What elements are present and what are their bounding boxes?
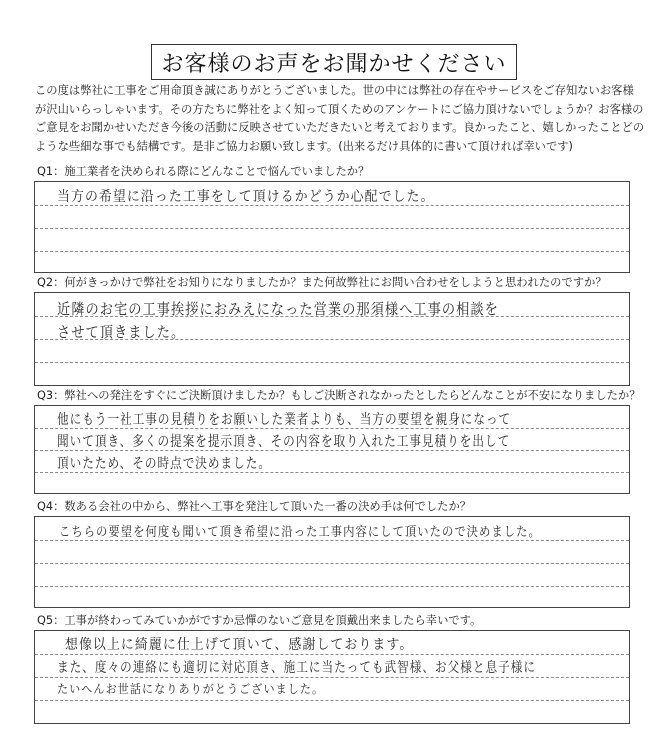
answer-box-1 <box>34 181 630 273</box>
answer-rule <box>35 677 629 678</box>
answer-4-line-1: こちらの要望を何度も聞いて頂き希望に沿った工事内容にして頂いたので決めました。 <box>59 525 541 540</box>
answer-3-line-2: 聞いて頂き、多くの提案を提示頂き、その内容を取り入れた工事見積りを出して <box>57 434 511 450</box>
survey-title: お客様のお声をお聞かせください <box>151 44 517 80</box>
answer-2-line-2: させて頂きました。 <box>57 323 186 341</box>
answer-box-5 <box>34 630 630 724</box>
answer-2-line-1: 近隣のお宅の工事挨拶におみえになった営業の那須様へ工事の相談を <box>57 300 499 318</box>
answer-box-2 <box>34 292 630 386</box>
answer-box-3 <box>34 405 630 494</box>
answer-5-line-2: また、度々の連絡にも適切に対応頂き、施工に当たっても武智様、お父様と息子様に <box>57 660 536 676</box>
answer-rule <box>35 228 629 229</box>
answer-rule <box>35 540 629 541</box>
question-4-label: Q4：数ある会社の中から、弊社へ工事を発注して頂いた一番の決め手は何でしたか？ <box>37 500 472 513</box>
question-5-label: Q5：工事が終わってみていかがですか忌憚のないご意見を頂戴出来ましたら幸いです。 <box>37 614 482 627</box>
answer-rule <box>35 586 629 587</box>
question-3-label: Q3：弊社への発注をすぐにご決断頂けましたか？もしご決断されなかったとしたらどんなことが不安になりましたか？ <box>37 389 641 402</box>
answer-3-line-3: 頂いたため、その時点で決めました。 <box>57 456 272 472</box>
answer-rule <box>35 362 629 363</box>
question-1-label: Q1：施工業者を決められる際にどんなことで悩んでいましたか？ <box>37 165 370 178</box>
intro-text: この度は弊社に工事をご用命頂き誠にありがとうございました。世の中には弊社の存在やサービスをご存知ないお客様が沢山いらっしゃいます。その方たちに弊社をよく知って頂くためのアンケートにご協力頂けないでしょうか？お客様のご意見をお聞かせいただき今後の活動に反映させていただきたいと考えております。良かったこと、嬉しかったことどのような些細な事でも結構です。是非ご協力お願い致します。(出来るだけ具体的に書いて頂ければ幸いです) <box>35 84 645 153</box>
answer-3-line-1: 他にもう一社工事の見積りをお願いした業者よりも、当方の要望を親身になって <box>57 412 512 428</box>
answer-1-line-1: 当方の希望に沿った工事をして頂けるかどうか心配でした。 <box>57 189 435 205</box>
question-2-label: Q2：何がきっかけで弊社をお知りになりましたか？また何故弊社にお問い合わせをしようと思われたのですか？ <box>37 276 607 289</box>
answer-rule <box>35 251 629 252</box>
answer-5-line-3: たいへんお世話になりありがとうございました。 <box>57 682 325 696</box>
answer-rule <box>35 654 629 655</box>
answer-rule <box>35 563 629 564</box>
answer-rule <box>35 700 629 701</box>
answer-box-4 <box>34 516 630 608</box>
answer-5-line-1: 想像以上に綺麗に仕上げて頂いて、感謝しております。 <box>65 637 414 653</box>
